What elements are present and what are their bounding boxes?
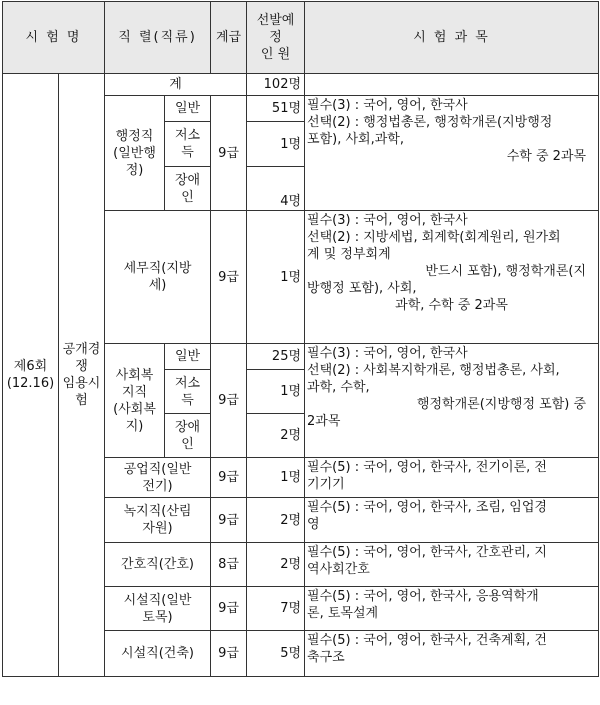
subject-line: 필수(3) : 국어, 영어, 한국사	[307, 213, 468, 228]
sub-category	[165, 167, 211, 211]
subject-line: 선택(2) : 행정법총론, 행정학개론(지방행정	[307, 115, 553, 130]
job-cell	[105, 344, 165, 458]
grade-cell: 8급	[211, 543, 247, 587]
job-cell	[105, 96, 165, 211]
subjects-cell	[305, 587, 599, 631]
job-cell	[105, 498, 211, 543]
job-line: (일반행	[113, 145, 156, 161]
sub-category	[165, 96, 211, 122]
job-cell	[105, 631, 211, 677]
sub-line: 일반	[174, 101, 201, 116]
subject-line: 계 및 정부회계	[307, 247, 391, 262]
count-cell: 7명	[247, 587, 305, 631]
exam-round: 제6회	[13, 359, 48, 374]
subject-line: 론, 토목설계	[307, 606, 379, 621]
job-cell	[105, 587, 211, 631]
subject-line: 포함), 사회,과학,	[307, 132, 404, 147]
grade-cell: 9급	[211, 211, 247, 344]
sub-line: 저소	[174, 128, 201, 143]
sub-line: 장애	[174, 419, 201, 435]
subject-line: 필수(5) : 국어, 영어, 한국사, 건축계획, 건	[307, 633, 547, 648]
job-line: 간호직(간호)	[121, 557, 194, 572]
job-line: 토목)	[142, 609, 173, 625]
job-cell	[105, 458, 211, 498]
sub-line: 인	[181, 189, 194, 205]
job-line: 세)	[148, 278, 167, 293]
header-count-line: 선발예	[256, 13, 295, 28]
exam-type-cell	[59, 74, 105, 677]
grade-cell: 9급	[211, 96, 247, 211]
sub-line: 인	[181, 436, 194, 452]
sub-category	[165, 370, 211, 414]
total-label: 계	[105, 74, 247, 96]
count-cell: 1명	[247, 122, 305, 167]
subject-line: 수학 중 2과목	[506, 149, 587, 164]
subjects-cell	[305, 631, 599, 677]
subject-line: 선택(2) : 사회복지학개론, 행정법총론, 사회,	[307, 363, 560, 378]
exam-type-line: 공개경	[62, 342, 101, 357]
header-row	[3, 2, 599, 74]
subject-line: 기기기	[307, 477, 345, 492]
header-count	[247, 2, 305, 74]
job-line: 지직	[121, 384, 148, 400]
grade-cell: 9급	[211, 458, 247, 498]
count-cell: 25명	[247, 344, 305, 370]
job-line: 행정직	[115, 128, 154, 144]
job-line: 녹지직(산림	[123, 504, 192, 519]
job-line: 사회복	[115, 367, 154, 383]
subjects-cell	[305, 211, 599, 344]
subject-line: 필수(5) : 국어, 영어, 한국사, 간호관리, 지	[307, 545, 547, 560]
grade-cell: 9급	[211, 498, 247, 543]
sub-category	[165, 414, 211, 458]
sub-line: 저소	[174, 375, 201, 391]
sub-line: 일반	[174, 349, 201, 364]
exam-type-line: 험	[75, 393, 88, 408]
subjects-cell	[305, 498, 599, 543]
subject-line: 역사회간호	[307, 562, 370, 577]
sub-category	[165, 344, 211, 370]
header-grade: 계급	[211, 2, 247, 74]
count-cell: 4명	[247, 167, 305, 211]
exam-type-line: 임용시	[62, 376, 101, 391]
header-subjects: 시 험 과 목	[305, 2, 599, 74]
header-exam-name: 시 험 명	[3, 2, 105, 74]
subjects-cell	[305, 458, 599, 498]
subject-line: 필수(3) : 국어, 영어, 한국사	[307, 346, 468, 361]
subjects-cell	[305, 543, 599, 587]
job-line: 공업직(일반	[123, 461, 192, 477]
subject-line: 필수(3) : 국어, 영어, 한국사	[307, 98, 468, 113]
job-line: 전기)	[142, 478, 173, 494]
sub-line: 득	[181, 392, 194, 408]
exam-table	[2, 1, 599, 677]
subject-line: 방행정 포함), 사회,	[307, 281, 417, 296]
sub-category	[165, 122, 211, 167]
count-cell: 51명	[247, 96, 305, 122]
exam-round-cell	[3, 74, 59, 677]
job-line: 시설직(건축)	[121, 646, 194, 661]
subject-line: 반드시 포함), 행정학개론(지	[425, 264, 587, 279]
count-cell: 2명	[247, 543, 305, 587]
count-cell: 1명	[247, 211, 305, 344]
total-count: 102명	[247, 74, 305, 96]
job-line: 시설직(일반	[123, 592, 192, 608]
count-cell: 1명	[247, 370, 305, 414]
subject-line: 과학, 수학 중 2과목	[395, 298, 508, 313]
subjects-cell	[305, 96, 599, 211]
job-line: 정)	[125, 162, 144, 178]
header-count-line: 인 원	[260, 47, 291, 62]
job-cell	[105, 543, 211, 587]
subject-line: 필수(5) : 국어, 영어, 한국사, 전기이론, 전	[307, 460, 547, 475]
grade-cell: 9급	[211, 587, 247, 631]
job-line: 세무직(지방	[123, 261, 192, 276]
subject-line: 축구조	[307, 650, 345, 665]
subject-line: 2과목	[307, 414, 341, 429]
count-cell: 2명	[247, 498, 305, 543]
job-line: 자원)	[142, 521, 173, 536]
exam-type-line: 쟁	[75, 359, 88, 374]
sub-line: 장애	[174, 172, 201, 188]
subject-line: 과학, 수학,	[307, 380, 370, 395]
count-cell: 2명	[247, 414, 305, 458]
job-line: 지)	[125, 418, 144, 434]
subject-line: 행정학개론(지방행정 포함) 중	[416, 397, 587, 412]
grade-cell: 9급	[211, 344, 247, 458]
exam-date: (12.16)	[6, 376, 55, 391]
sub-line: 득	[181, 145, 194, 160]
job-line: (사회복	[113, 401, 156, 417]
total-row	[3, 74, 599, 96]
subject-line: 영	[307, 517, 320, 532]
total-subjects-empty	[305, 74, 599, 96]
job-cell	[105, 211, 211, 344]
header-job-series: 직 렬(직류)	[105, 2, 211, 74]
header-count-line: 정	[269, 30, 282, 45]
subject-line: 필수(5) : 국어, 영어, 한국사, 응용역학개	[307, 589, 539, 604]
grade-cell: 9급	[211, 631, 247, 677]
subject-line: 필수(5) : 국어, 영어, 한국사, 조림, 임업경	[307, 500, 547, 515]
count-cell: 1명	[247, 458, 305, 498]
count-cell: 5명	[247, 631, 305, 677]
subjects-cell	[305, 344, 599, 458]
subject-line: 선택(2) : 지방세법, 회계학(회계원리, 원가회	[307, 230, 561, 245]
